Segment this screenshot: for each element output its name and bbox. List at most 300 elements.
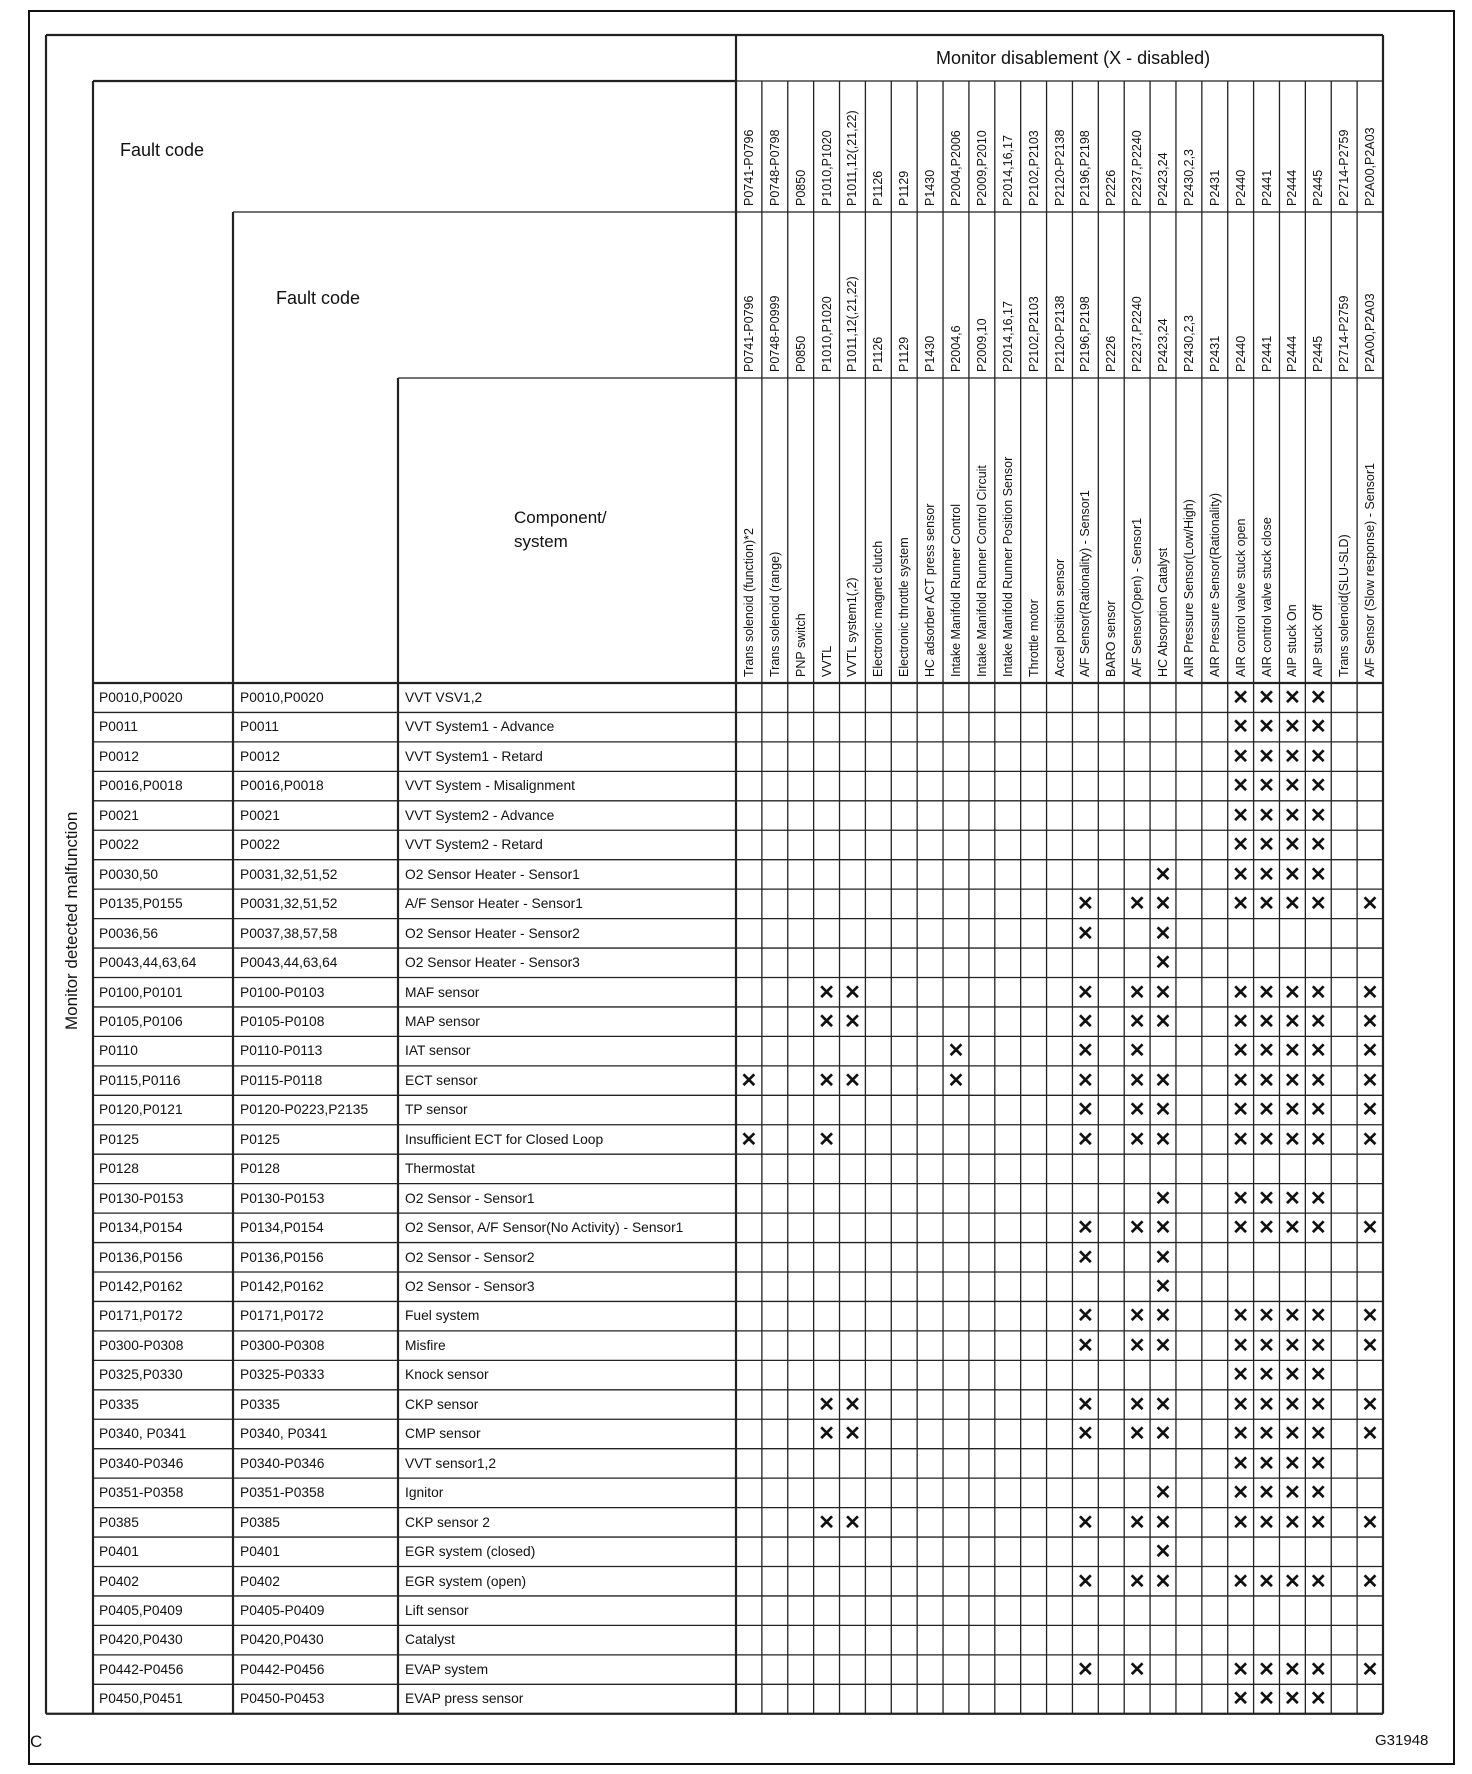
row-code2-cell: P0142,P0162 — [240, 1279, 324, 1294]
disabled-mark: ✕ — [1309, 863, 1327, 886]
disabled-mark: ✕ — [1258, 1187, 1275, 1210]
disabled-mark: ✕ — [1284, 687, 1301, 709]
disabled-mark: ✕ — [1309, 1688, 1327, 1711]
disabled-mark: ✕ — [1232, 1511, 1250, 1534]
disabled-mark: ✕ — [1309, 1452, 1327, 1475]
column-code1-label: P2237,P2240 — [1130, 130, 1145, 206]
row-code2-cell: P0012 — [240, 748, 280, 764]
column-code2-label: P2430,2,3 — [1181, 315, 1196, 372]
disabled-mark: ✕ — [1309, 1069, 1327, 1092]
disabled-mark: ✕ — [1232, 1187, 1250, 1210]
row-component-cell: Catalyst — [405, 1632, 455, 1648]
column-code1-label: P2445 — [1311, 169, 1326, 206]
row-component-cell: Misfire — [405, 1337, 446, 1353]
row-code1-cell: P0128 — [99, 1161, 139, 1177]
row-component-cell: CKP sensor — [405, 1396, 479, 1412]
disabled-mark: ✕ — [1128, 1658, 1146, 1681]
disabled-mark: ✕ — [1361, 1099, 1379, 1122]
disabled-mark: ✕ — [1154, 1482, 1172, 1505]
row-component-cell: O2 Sensor Heater - Sensor3 — [405, 955, 580, 971]
row-code2-cell: P0134,P0154 — [240, 1220, 324, 1236]
row-code2-cell: P0300-P0308 — [240, 1337, 325, 1353]
column-code1-label: P0850 — [793, 169, 808, 206]
disabled-mark: ✕ — [1309, 1128, 1327, 1151]
row-code1-cell: P0125 — [99, 1131, 139, 1147]
row-code1-cell: P0401 — [99, 1544, 139, 1560]
monitor-disablement-title: Monitor disablement (X - disabled) — [936, 48, 1211, 68]
disabled-mark: ✕ — [1309, 1334, 1327, 1357]
component-system-header-line2: system — [514, 532, 568, 551]
disabled-mark: ✕ — [1128, 1334, 1146, 1357]
disabled-mark: ✕ — [1361, 1334, 1379, 1357]
row-code2-cell: P0442-P0456 — [240, 1661, 325, 1677]
column-component-label: AIR control valve stuck close — [1259, 517, 1274, 677]
disabled-mark: ✕ — [1128, 1099, 1146, 1122]
row-code1-cell: P0402 — [99, 1573, 139, 1589]
disabled-mark: ✕ — [1232, 1364, 1250, 1387]
disabled-mark: ✕ — [1128, 893, 1146, 916]
disabled-mark: ✕ — [1258, 834, 1275, 857]
row-component-cell: O2 Sensor - Sensor1 — [405, 1190, 535, 1206]
column-code1-label: P2430,2,3 — [1181, 149, 1196, 206]
disabled-mark: ✕ — [818, 1393, 835, 1416]
disabled-mark: ✕ — [1128, 1393, 1146, 1416]
disabled-mark: ✕ — [1258, 716, 1275, 739]
disabled-mark: ✕ — [1284, 1010, 1301, 1033]
disabled-mark: ✕ — [1154, 1334, 1172, 1357]
column-component-label: Trans solenoid(SLU-SLD) — [1337, 534, 1352, 677]
disabled-mark: ✕ — [1361, 1010, 1379, 1033]
column-component-label: AIR control valve stuck open — [1233, 518, 1248, 677]
row-component-cell: IAT sensor — [405, 1043, 471, 1059]
disabled-mark: ✕ — [1284, 1305, 1301, 1328]
row-component-cell: EGR system (open) — [405, 1573, 527, 1589]
disabled-mark: ✕ — [1232, 1010, 1250, 1033]
column-code2-label: P0741-P0796 — [741, 295, 756, 372]
disabled-mark: ✕ — [1154, 1069, 1172, 1092]
row-component-cell: Thermostat — [405, 1161, 475, 1177]
disabled-mark: ✕ — [1284, 1334, 1301, 1357]
disabled-mark: ✕ — [947, 1040, 965, 1063]
disabled-mark: ✕ — [1284, 1423, 1301, 1446]
disabled-mark: ✕ — [1361, 981, 1379, 1004]
disabled-mark: ✕ — [1309, 1099, 1327, 1122]
disabled-mark: ✕ — [1128, 981, 1146, 1004]
disabled-mark: ✕ — [1284, 1511, 1301, 1534]
column-code2-label: P1129 — [897, 336, 912, 372]
disabled-mark: ✕ — [1361, 1393, 1379, 1416]
disabled-mark: ✕ — [1361, 1658, 1379, 1681]
column-component-label: HC adsorber ACT press sensor — [923, 503, 938, 677]
disabled-mark: ✕ — [1076, 1658, 1094, 1681]
disabled-mark: ✕ — [1128, 1010, 1146, 1033]
row-code2-cell: P0385 — [240, 1514, 280, 1530]
disabled-mark: ✕ — [1309, 1010, 1327, 1033]
disabled-mark: ✕ — [1284, 1040, 1301, 1063]
monitor-detected-malfunction-label: Monitor detected malfunction — [62, 811, 81, 1030]
disabled-mark: ✕ — [1258, 1128, 1275, 1151]
column-component-label: AIP stuck On — [1285, 604, 1300, 677]
column-component-label: Electronic magnet clutch — [871, 540, 886, 677]
disabled-mark: ✕ — [1284, 1217, 1301, 1240]
row-component-cell: EVAP press sensor — [405, 1691, 524, 1707]
disabled-mark: ✕ — [1232, 775, 1250, 798]
column-code2-label: P2444 — [1285, 335, 1300, 372]
disabled-mark: ✕ — [1128, 1305, 1146, 1328]
column-code2-label: P2009,10 — [974, 318, 989, 372]
row-code2-cell: P0335 — [240, 1396, 280, 1412]
disabled-mark: ✕ — [844, 981, 861, 1004]
disabled-mark: ✕ — [1258, 1217, 1275, 1240]
disabled-mark: ✕ — [1154, 1423, 1172, 1446]
disabled-mark: ✕ — [1284, 1099, 1301, 1122]
row-component-cell: O2 Sensor - Sensor3 — [405, 1279, 535, 1294]
column-component-label: Throttle motor — [1026, 599, 1041, 677]
column-code2-label: P2120-P2138 — [1052, 295, 1067, 372]
column-code1-label: P0748-P0798 — [767, 129, 782, 206]
disabled-mark: ✕ — [1128, 1511, 1146, 1534]
row-code2-cell: P0136,P0156 — [240, 1249, 324, 1265]
row-code1-cell: P0036,56 — [99, 925, 159, 941]
figure-id: G31948 — [1375, 1732, 1429, 1749]
column-code1-label: P2431 — [1207, 169, 1222, 206]
column-code1-label: P0741-P0796 — [741, 129, 756, 206]
column-component-label: HC Absorption Catalyst — [1156, 547, 1171, 677]
row-code1-cell: P0405,P0409 — [99, 1602, 183, 1618]
disabled-mark: ✕ — [1128, 1217, 1146, 1240]
disabled-mark: ✕ — [1309, 687, 1327, 709]
disabled-mark: ✕ — [1076, 1393, 1094, 1416]
disabled-mark: ✕ — [1284, 1364, 1301, 1387]
row-code1-cell: P0010,P0020 — [99, 690, 183, 705]
disabled-mark: ✕ — [1309, 1305, 1327, 1328]
disabled-mark: ✕ — [1361, 1128, 1379, 1151]
disabled-mark: ✕ — [1309, 716, 1327, 739]
disabled-mark: ✕ — [1361, 1040, 1379, 1063]
row-code2-cell: P0405-P0409 — [240, 1602, 325, 1618]
column-component-label: Intake Manifold Runner Control Circuit — [974, 465, 989, 677]
disabled-mark: ✕ — [1284, 1393, 1301, 1416]
disabled-mark: ✕ — [1154, 1246, 1172, 1269]
column-component-label: AIP stuck Off — [1311, 604, 1326, 677]
row-code2-cell: P0010,P0020 — [240, 690, 324, 705]
disabled-mark: ✕ — [1309, 1570, 1327, 1593]
disabled-mark: ✕ — [1154, 1128, 1172, 1151]
disabled-mark: ✕ — [1309, 893, 1327, 916]
disabled-mark: ✕ — [1258, 1688, 1275, 1711]
row-component-cell: MAF sensor — [405, 984, 480, 1000]
disabled-mark: ✕ — [1258, 1305, 1275, 1328]
row-component-cell: Fuel system — [405, 1308, 480, 1324]
row-code1-cell: P0442-P0456 — [99, 1661, 184, 1677]
disabled-mark: ✕ — [1309, 1482, 1327, 1505]
disabled-mark: ✕ — [1154, 1570, 1172, 1593]
row-component-cell: Ignitor — [405, 1485, 444, 1501]
column-code2-label: P2714-P2759 — [1337, 295, 1352, 372]
disabled-mark: ✕ — [1284, 834, 1301, 857]
row-code1-cell: P0110 — [99, 1043, 138, 1059]
disabled-mark: ✕ — [1284, 1688, 1301, 1711]
disabled-mark: ✕ — [818, 1511, 835, 1534]
row-code2-cell: P0022 — [240, 837, 280, 853]
disabled-mark: ✕ — [1154, 1187, 1172, 1210]
column-code1-label: P2226 — [1104, 169, 1119, 206]
row-component-cell: O2 Sensor Heater - Sensor1 — [405, 866, 580, 882]
row-code1-cell: P0100,P0101 — [99, 984, 183, 1000]
disabled-mark: ✕ — [1076, 1246, 1094, 1269]
disabled-mark: ✕ — [818, 1069, 835, 1092]
disabled-mark: ✕ — [1258, 1364, 1275, 1387]
disabled-mark: ✕ — [1361, 1217, 1379, 1240]
row-code1-cell: P0136,P0156 — [99, 1249, 183, 1265]
disabled-mark: ✕ — [818, 1128, 835, 1151]
column-component-label: Trans solenoid (function)*2 — [741, 528, 756, 677]
row-component-cell: VVT System2 - Retard — [405, 837, 543, 853]
row-code1-cell: P0134,P0154 — [99, 1220, 183, 1236]
disabled-mark: ✕ — [1309, 1511, 1327, 1534]
column-code1-label: P2120-P2138 — [1052, 129, 1067, 206]
disabled-mark: ✕ — [1232, 834, 1250, 857]
page-letter: C — [30, 1732, 43, 1751]
disabled-mark: ✕ — [1232, 1305, 1250, 1328]
disabled-mark: ✕ — [818, 1423, 835, 1446]
row-code2-cell: P0125 — [240, 1131, 280, 1147]
row-code1-cell: P0135,P0155 — [99, 896, 183, 912]
row-code1-cell: P0120,P0121 — [99, 1102, 183, 1118]
disabled-mark: ✕ — [1154, 1541, 1172, 1564]
disabled-mark: ✕ — [1232, 804, 1250, 827]
row-code1-cell: P0300-P0308 — [99, 1337, 184, 1353]
row-code2-cell: P0351-P0358 — [240, 1485, 325, 1501]
row-code1-cell: P0340-P0346 — [99, 1455, 184, 1471]
row-component-cell: TP sensor — [405, 1102, 468, 1118]
column-code1-label: P2196,P2198 — [1078, 130, 1093, 206]
disabled-mark: ✕ — [1232, 1040, 1250, 1063]
disabled-mark: ✕ — [1232, 1688, 1250, 1711]
row-code2-cell: P0011 — [240, 719, 279, 735]
column-code2-label: P2431 — [1207, 335, 1222, 372]
disabled-mark: ✕ — [1232, 1452, 1250, 1475]
row-code2-cell: P0105-P0108 — [240, 1013, 325, 1029]
column-component-label: A/F Sensor(Open) - Sensor1 — [1130, 517, 1145, 677]
row-component-cell: VVT VSV1,2 — [405, 690, 483, 705]
disabled-mark: ✕ — [1361, 1305, 1379, 1328]
disabled-mark: ✕ — [1258, 893, 1275, 916]
column-component-label: Intake Manifold Runner Control — [948, 503, 963, 677]
disabled-mark: ✕ — [1284, 716, 1301, 739]
disabled-mark: ✕ — [1232, 1423, 1250, 1446]
row-code2-cell: P0130-P0153 — [240, 1190, 325, 1206]
row-code1-cell: P0325,P0330 — [99, 1367, 183, 1383]
column-component-label: A/F Sensor (Slow response) - Sensor1 — [1363, 463, 1378, 677]
disabled-mark: ✕ — [740, 1069, 758, 1092]
row-code1-cell: P0340, P0341 — [99, 1426, 187, 1442]
column-component-label: AIR Pressure Sensor(Low/High) — [1181, 499, 1196, 677]
column-code2-label: P1126 — [871, 336, 886, 372]
column-code2-label: P2102,P2103 — [1026, 296, 1041, 372]
row-code1-cell: P0335 — [99, 1396, 139, 1412]
disabled-mark: ✕ — [818, 981, 835, 1004]
column-code2-label: P2237,P2240 — [1130, 296, 1145, 372]
component-system-header-line1: Component/ — [514, 508, 607, 527]
disabled-mark: ✕ — [1154, 893, 1172, 916]
row-component-cell: EVAP system — [405, 1661, 489, 1677]
disabled-mark: ✕ — [1076, 922, 1094, 945]
disabled-mark: ✕ — [1309, 1364, 1327, 1387]
row-code1-cell: P0022 — [99, 837, 139, 853]
column-code1-label: P1430 — [923, 169, 938, 206]
disabled-mark: ✕ — [1258, 1452, 1275, 1475]
disabled-mark: ✕ — [1361, 1069, 1379, 1092]
disabled-mark: ✕ — [1232, 1069, 1250, 1092]
disabled-mark: ✕ — [1258, 745, 1275, 768]
row-code2-cell: P0031,32,51,52 — [240, 866, 338, 882]
column-component-label: PNP switch — [793, 613, 808, 677]
disabled-mark: ✕ — [1232, 1128, 1250, 1151]
disabled-mark: ✕ — [1154, 981, 1172, 1004]
disabled-mark: ✕ — [1232, 716, 1250, 739]
disabled-mark: ✕ — [1154, 1305, 1172, 1328]
disabled-mark: ✕ — [844, 1393, 861, 1416]
column-code1-label: P2004,P2006 — [948, 130, 963, 206]
column-code1-label: P2014,16,17 — [1000, 135, 1015, 206]
row-component-cell: EGR system (closed) — [405, 1544, 536, 1560]
disabled-mark: ✕ — [1258, 863, 1275, 886]
row-component-cell: ECT sensor — [405, 1072, 478, 1088]
row-code1-cell: P0030,50 — [99, 866, 159, 882]
row-code2-cell: P0120-P0223,P2135 — [240, 1102, 369, 1118]
disabled-mark: ✕ — [1258, 981, 1275, 1004]
column-code1-label: P1011,12(,21,22) — [845, 110, 860, 206]
disabled-mark: ✕ — [1284, 1452, 1301, 1475]
disabled-mark: ✕ — [1284, 1658, 1301, 1681]
disabled-mark: ✕ — [1258, 1511, 1275, 1534]
row-component-cell: VVT System1 - Retard — [405, 748, 543, 764]
row-code2-cell: P0110-P0113 — [240, 1043, 323, 1059]
disabled-mark: ✕ — [1232, 863, 1250, 886]
disabled-mark: ✕ — [1284, 804, 1301, 827]
disabled-mark: ✕ — [1232, 1658, 1250, 1681]
disabled-mark: ✕ — [1258, 1658, 1275, 1681]
disabled-mark: ✕ — [1258, 804, 1275, 827]
disabled-mark: ✕ — [1284, 1187, 1301, 1210]
row-code2-cell: P0115-P0118 — [240, 1072, 323, 1088]
column-code1-label: P2102,P2103 — [1026, 130, 1041, 206]
column-code2-label: P1430 — [923, 335, 938, 372]
row-code2-cell: P0100-P0103 — [240, 984, 325, 1000]
disabled-mark: ✕ — [1309, 1658, 1327, 1681]
column-component-label: Intake Manifold Runner Position Sensor — [1000, 456, 1015, 677]
row-code2-cell: P0340-P0346 — [240, 1455, 325, 1471]
disabled-mark: ✕ — [1258, 1393, 1275, 1416]
disabled-mark: ✕ — [1076, 893, 1094, 916]
disabled-mark: ✕ — [1258, 1570, 1275, 1593]
disabled-mark: ✕ — [1154, 863, 1172, 886]
row-code2-cell: P0420,P0430 — [240, 1632, 324, 1648]
disabled-mark: ✕ — [1258, 1010, 1275, 1033]
disabled-mark: ✕ — [1154, 1010, 1172, 1033]
disabled-mark: ✕ — [1154, 1099, 1172, 1122]
column-code2-label: P0850 — [793, 335, 808, 372]
disabled-mark: ✕ — [1361, 1570, 1379, 1593]
disabled-mark: ✕ — [1309, 1187, 1327, 1210]
disabled-mark: ✕ — [1258, 1040, 1275, 1063]
row-code2-cell: P0037,38,57,58 — [240, 925, 338, 941]
disabled-mark: ✕ — [1258, 1482, 1275, 1505]
column-code1-label: P2441 — [1259, 169, 1274, 206]
disabled-mark: ✕ — [1258, 1069, 1275, 1092]
row-component-cell: O2 Sensor Heater - Sensor2 — [405, 925, 580, 941]
column-code2-label: P1011,12(,21,22) — [845, 276, 860, 372]
disabled-mark: ✕ — [1284, 745, 1301, 768]
row-code1-cell: P0105,P0106 — [99, 1013, 183, 1029]
column-code2-label: P2445 — [1311, 335, 1326, 372]
column-code1-label: P2009,P2010 — [974, 130, 989, 206]
disabled-mark: ✕ — [1258, 1099, 1275, 1122]
row-component-cell: Lift sensor — [405, 1602, 469, 1618]
disabled-mark: ✕ — [1232, 981, 1250, 1004]
disabled-mark: ✕ — [844, 1010, 861, 1033]
disabled-mark: ✕ — [1154, 1217, 1172, 1240]
column-component-label: Trans solenoid (range) — [767, 551, 782, 677]
row-code1-cell: P0016,P0018 — [99, 778, 183, 794]
column-code2-label: P1010,P1020 — [819, 296, 834, 372]
column-code2-label: P2423,24 — [1156, 318, 1171, 372]
disabled-mark: ✕ — [1361, 1423, 1379, 1446]
disabled-mark: ✕ — [818, 1010, 835, 1033]
disabled-mark: ✕ — [1154, 922, 1172, 945]
disabled-mark: ✕ — [844, 1511, 861, 1534]
row-code2-cell: P0325-P0333 — [240, 1367, 325, 1383]
row-component-cell: Insufficient ECT for Closed Loop — [405, 1131, 604, 1147]
column-component-label: VVTL — [819, 645, 834, 677]
disabled-mark: ✕ — [1284, 863, 1301, 886]
column-code1-label: P1126 — [871, 170, 886, 206]
disabled-mark: ✕ — [1258, 1334, 1275, 1357]
disabled-mark: ✕ — [1309, 1040, 1327, 1063]
row-code2-cell: P0450-P0453 — [240, 1691, 325, 1707]
disabled-mark: ✕ — [1232, 1334, 1250, 1357]
row-code2-cell: P0128 — [240, 1161, 280, 1177]
disabled-mark: ✕ — [1284, 893, 1301, 916]
disabled-mark: ✕ — [1128, 1040, 1146, 1063]
row-code1-cell: P0011 — [99, 719, 138, 735]
disabled-mark: ✕ — [1232, 1099, 1250, 1122]
row-code1-cell: P0171,P0172 — [99, 1308, 183, 1324]
column-code1-label: P2A00,P2A03 — [1363, 127, 1378, 206]
row-code1-cell: P0021 — [99, 807, 139, 823]
column-code2-label: P2004,6 — [948, 325, 963, 372]
row-component-cell: CKP sensor 2 — [405, 1514, 490, 1530]
row-code2-cell: P0021 — [240, 807, 280, 823]
disabled-mark: ✕ — [1284, 1570, 1301, 1593]
disabled-mark: ✕ — [1309, 1393, 1327, 1416]
disabled-mark: ✕ — [1284, 1128, 1301, 1151]
fault-code-header-2: Fault code — [276, 288, 361, 308]
column-component-label: AIR Pressure Sensor(Rationality) — [1207, 492, 1222, 677]
row-code1-cell: P0043,44,63,64 — [99, 955, 197, 971]
row-component-cell: A/F Sensor Heater - Sensor1 — [405, 896, 583, 912]
row-code2-cell: P0402 — [240, 1573, 280, 1589]
column-code1-label: P2423,24 — [1156, 152, 1171, 206]
row-code1-cell: P0450,P0451 — [99, 1691, 183, 1707]
disabled-mark: ✕ — [1076, 1217, 1094, 1240]
column-component-label: Accel position sensor — [1052, 558, 1067, 677]
disabled-mark: ✕ — [1309, 804, 1327, 827]
disabled-mark: ✕ — [1128, 1069, 1146, 1092]
row-code1-cell: P0130-P0153 — [99, 1190, 184, 1206]
row-code2-cell: P0031,32,51,52 — [240, 896, 338, 912]
